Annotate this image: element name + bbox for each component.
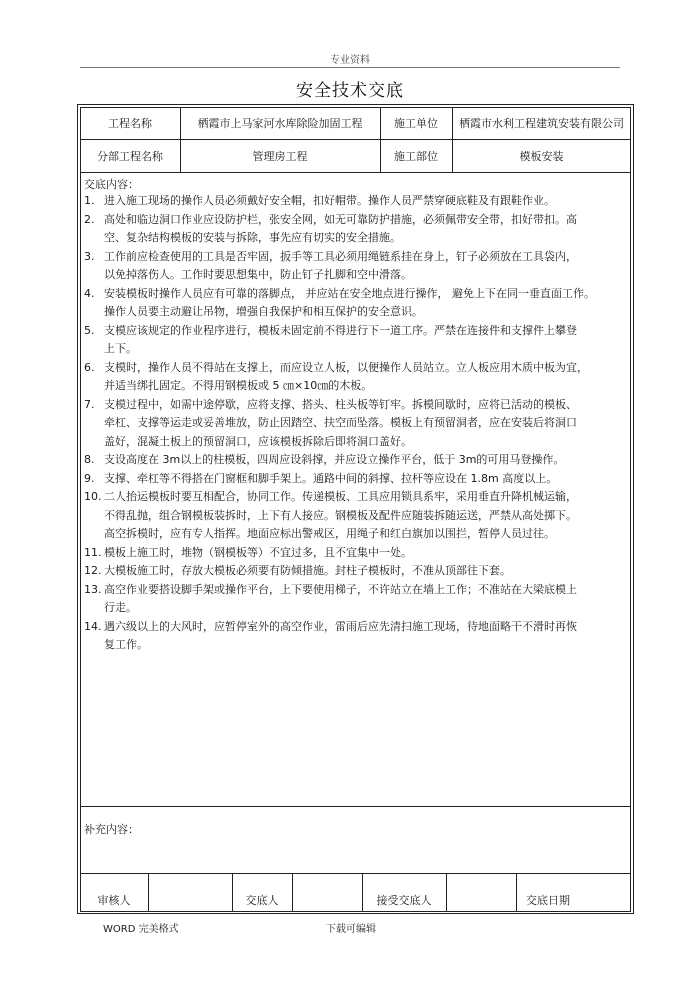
list-item-text: 工作前应检查使用的工具是否牢固，扳手等工具必须用绳链系挂在身上，钉子必须放在工具袋内， <box>104 249 577 263</box>
list-item-number: 11. <box>84 545 102 559</box>
header-divider <box>80 67 620 68</box>
list-item-number: 14. <box>84 619 102 633</box>
list-item-text: 模板上施工时，堆物（钢模板等）不宜过多，且不宜集中一处。 <box>104 545 412 559</box>
list-item-number: 1. <box>84 194 95 207</box>
list-item <box>84 322 629 359</box>
row-divider-2 <box>80 172 631 173</box>
list-item-text: 支撑、牵杠等不得搭在门窗框和脚手架上。通路中间的斜撑、拉杆等应设在 1.8m 高度以上。 <box>104 471 558 485</box>
date-field[interactable] <box>580 887 631 913</box>
page-header-label: 专业资料 <box>330 55 370 66</box>
list-item <box>84 211 629 248</box>
list-item-number: 2. <box>84 212 95 226</box>
list-item-number: 6. <box>84 360 95 374</box>
list-item-text: 二人抬运模板时要互相配合，协同工作。传递模板、工具应用锁具系牢，采用垂直升降机械运输， <box>104 490 577 503</box>
list-item-text: 操作人员要主动避让吊物，增强自我保护和相互保护的安全意识。 <box>104 305 423 318</box>
location-value: 模板安装 <box>519 149 564 163</box>
list-item-text: 盖好，混凝土板上的预留洞口，应该模板拆除后即将洞口盖好。 <box>104 434 412 448</box>
list-item-text: 高空拆模时，应有专人指挥。地面应标出警戒区，用绳子和红白旗加以围拦，暂停人员过往。 <box>104 527 555 540</box>
list-item-number: 4. <box>84 286 95 300</box>
list-item-text: 以免掉落伤人。工作时要思想集中，防止钉子扎脚和空中滑落。 <box>104 268 412 281</box>
reviewer-signature-field[interactable] <box>148 887 232 913</box>
list-item-text: 牵杠、支撑等运走或妥善堆放，防止因踏空、扶空而坠落。模板上有预留洞者，应在安装后将洞口 <box>104 416 577 429</box>
project-name-label: 工程名称 <box>108 117 152 130</box>
list-item-number: 5. <box>84 323 95 337</box>
list-item-text: 高处和临边洞口作业应设防护栏，张安全网，如无可靠防护措施，必须佩带安全带，扣好带扣。高 <box>104 212 577 226</box>
list-item <box>84 581 629 618</box>
list-item <box>84 544 629 563</box>
list-item-number: 13. <box>84 582 102 596</box>
list-item-text: 复工作。 <box>104 638 148 651</box>
list-item <box>84 285 629 322</box>
receiver-signature-field[interactable] <box>446 887 516 913</box>
location-label: 施工部位 <box>394 149 438 163</box>
document-title: 安全技术交底 <box>296 81 404 101</box>
list-item <box>84 359 629 396</box>
list-item-text: 行走。 <box>104 601 137 614</box>
list-item <box>84 248 629 285</box>
list-item <box>84 192 629 211</box>
project-name-value: 栖霞市上马家河水库除险加固工程 <box>197 117 363 130</box>
list-item-text: 安装模板时操作人员应有可靠的落脚点， 并应站在安全地点进行操作， 避免上下在同一垂直面工作。 <box>104 286 595 300</box>
list-item-text: 大模板施工时，存放大模板必须要有防倾措施。封柱子模板时，不准从顶部往下套。 <box>104 564 511 577</box>
list-item-number: 7. <box>84 397 95 411</box>
sub-project-value: 管理房工程 <box>252 149 308 163</box>
list-item-number: 8. <box>84 453 95 466</box>
sub-project-label: 分部工程名称 <box>97 149 163 163</box>
list-item-number: 3. <box>84 249 95 263</box>
list-item-text: 支模时，操作人员不得站在支撑上，而应设立人板，以便操作人员站立。立人板应用木质中板为宜， <box>104 360 588 374</box>
list-item <box>84 618 629 655</box>
receiver-label: 接受交底人 <box>376 894 432 907</box>
list-item-text: 进入施工现场的操作人员必须戴好安全帽，扣好帽带。操作人员严禁穿硬底鞋及有跟鞋作业。 <box>104 194 555 207</box>
date-label: 交底日期 <box>526 894 570 907</box>
list-item-text: 高空作业要搭设脚手架或操作平台，上下要使用梯子，不许站立在墙上工作；不准站在大梁底模上 <box>104 582 577 596</box>
list-item <box>84 396 629 452</box>
row-divider-3 <box>80 806 631 807</box>
list-item-text: 支设高度在 3m以上的柱模板，四周应设斜撑，并应设立操作平台，低于 3m的可用马登操作。 <box>104 453 565 466</box>
list-item <box>84 562 629 581</box>
list-item-number: 9. <box>84 471 95 485</box>
list-item-text: 并适当绑扎固定。不得用钢模板或 5 ㎝×10㎝的木板。 <box>104 379 373 392</box>
list-item-text: 支模应该规定的作业程序进行，模板未固定前不得进行下一道工序。严禁在连接件和支撑件上攀登 <box>104 323 577 337</box>
row-divider-4 <box>80 873 631 874</box>
list-item-text: 上下。 <box>104 342 137 355</box>
presenter-signature-field[interactable] <box>292 887 362 913</box>
content-heading: 交底内容： <box>84 178 139 191</box>
supplement-heading: 补充内容： <box>84 823 139 836</box>
presenter-label: 交底人 <box>245 894 279 907</box>
contractor-label: 施工单位 <box>394 117 438 130</box>
list-item <box>84 451 629 470</box>
list-item-text: 不得乱抛，组合钢模板装拆时，上下有人接应。钢模板及配件应随装拆随运送，严禁从高处掷下。 <box>104 508 577 522</box>
list-item <box>84 470 629 489</box>
footer-format-note: WORD 完美格式 <box>103 924 179 935</box>
list-item-number: 12. <box>84 564 102 577</box>
footer-editable-note: 下载可编辑 <box>326 924 376 935</box>
content-list <box>84 192 629 655</box>
reviewer-label: 审核人 <box>97 894 131 907</box>
list-item-text: 空、复杂结构模板的安装与拆除，事先应有切实的安全措施。 <box>104 231 401 244</box>
list-item-text: 支模过程中，如需中途停歇，应将支撑、搭头、柱头板等钉牢。拆模间歇时，应将已活动的模板、 <box>104 397 577 411</box>
list-item-number: 10. <box>84 490 102 503</box>
list-item <box>84 488 629 544</box>
contractor-value: 栖霞市水利工程建筑安装有限公司 <box>459 117 624 130</box>
list-item-text: 遇六级以上的大风时，应暂停室外的高空作业，雷雨后应先清扫施工现场，待地面略干不滑时再恢 <box>104 619 577 633</box>
